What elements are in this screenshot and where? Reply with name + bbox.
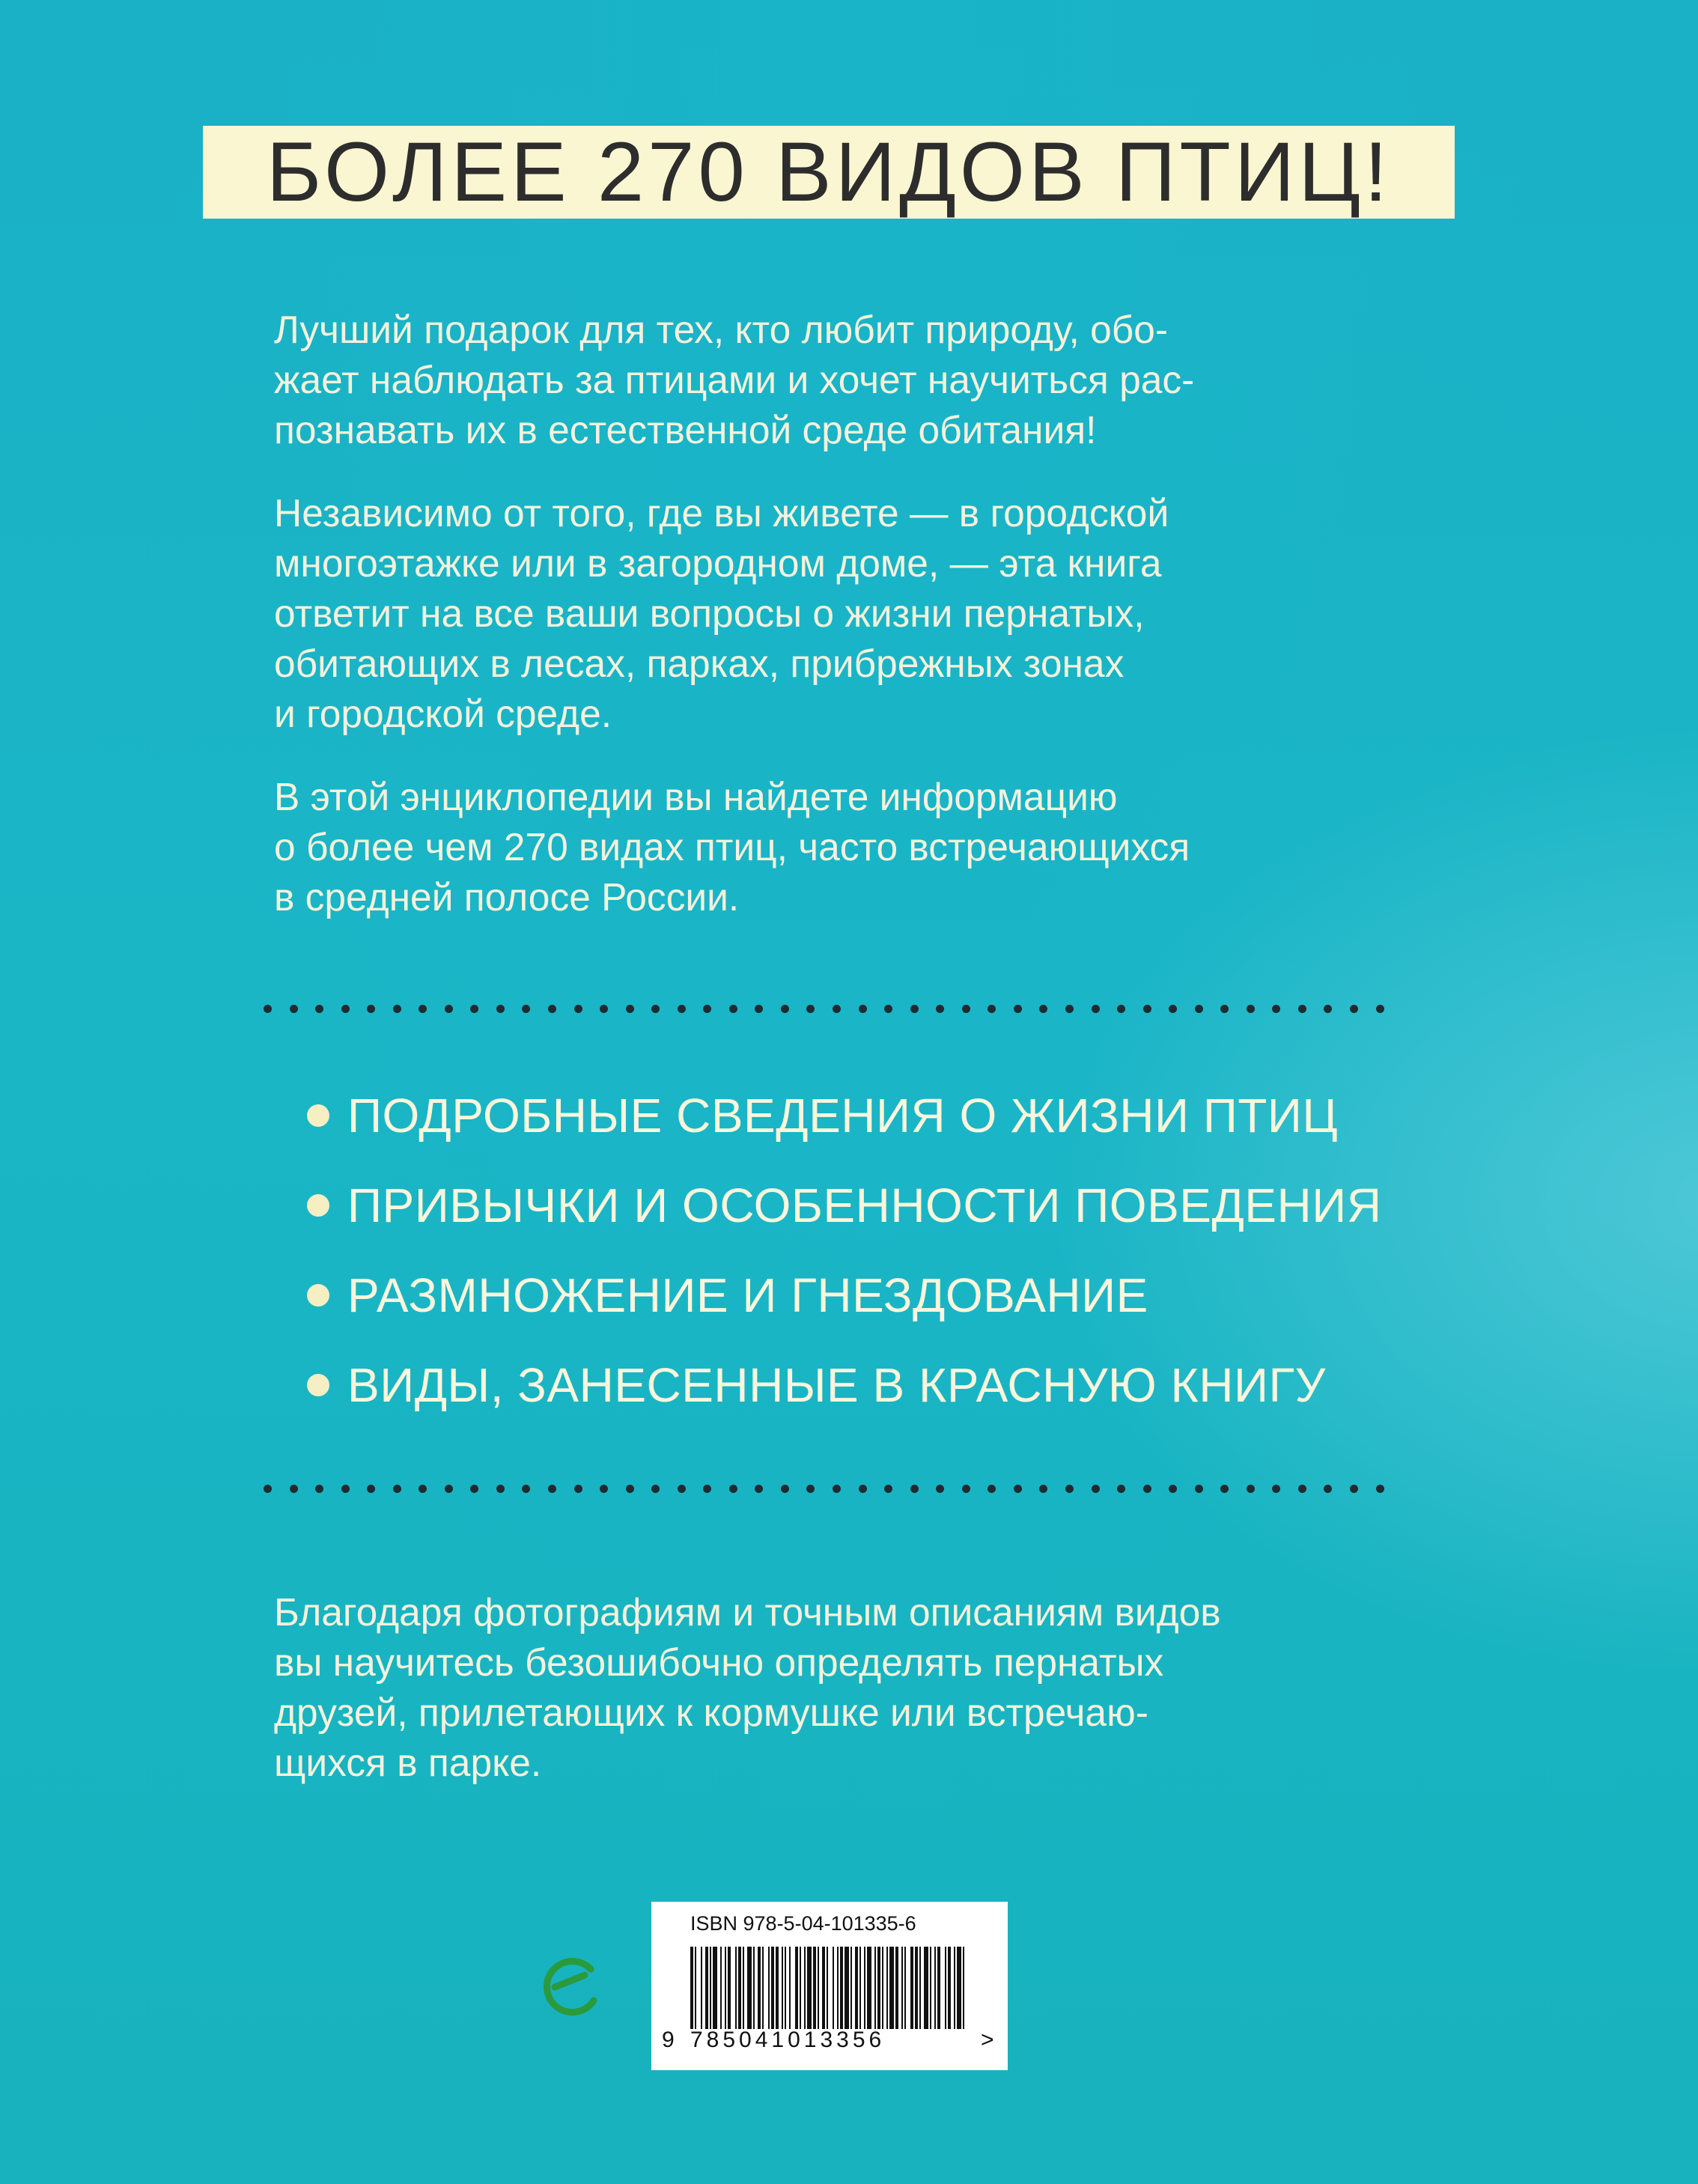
bullet-dot — [307, 1194, 329, 1217]
divider-dot — [1195, 1005, 1203, 1013]
barcode-bar — [771, 1947, 774, 2029]
feature-item — [307, 1071, 1381, 1161]
barcode-bar — [948, 1947, 951, 2029]
barcode-bar — [837, 1947, 839, 2029]
divider-dot — [522, 1485, 530, 1493]
divider-dot — [445, 1005, 453, 1013]
divider-dot — [290, 1005, 298, 1013]
barcode-bar — [705, 1947, 708, 2029]
divider-dot — [264, 1005, 272, 1013]
barcode-bar — [713, 1947, 717, 2029]
isbn-barcode-block — [651, 1902, 1008, 2070]
barcode-bar — [957, 1947, 961, 2029]
divider-dot — [1247, 1485, 1255, 1493]
barcode-bar — [895, 1947, 898, 2029]
barcode-bar — [937, 1947, 940, 2029]
barcode-bar — [758, 1947, 761, 2029]
divider-dot — [859, 1485, 867, 1493]
divider-dot — [1220, 1485, 1229, 1493]
divider-dot — [755, 1005, 763, 1013]
barcode-bar — [747, 1947, 752, 2029]
divider-dot — [419, 1485, 427, 1493]
divider-dot — [626, 1005, 634, 1013]
divider-dot — [884, 1485, 892, 1493]
headline-banner — [203, 126, 1455, 219]
barcode-bar — [695, 1947, 696, 2029]
barcode — [690, 1947, 966, 2029]
barcode-bar — [728, 1947, 731, 2029]
feature-item — [307, 1340, 1381, 1430]
divider-dot — [729, 1005, 737, 1013]
barcode-digits: 785041013356 — [690, 2028, 886, 2052]
divider-dot — [1092, 1485, 1100, 1493]
divider-dot — [651, 1485, 660, 1493]
barcode-bar — [924, 1947, 928, 2029]
divider-dot — [1195, 1485, 1203, 1493]
headline-text: БОЛЕЕ 270 ВИДОВ ПТИЦ! — [266, 125, 1392, 219]
intro-paragraph: Лучший подарок для тех, кто любит природу, обо- жает наблюдать за птицами и хочет научиться рас- познавать их в естественной среде обитания! — [274, 308, 1195, 451]
barcode-bar — [904, 1947, 906, 2029]
divider-dot — [1324, 1485, 1332, 1493]
divider-dot — [781, 1485, 789, 1493]
barcode-bar — [735, 1947, 737, 2029]
barcode-bar — [910, 1947, 913, 2029]
dotted-divider-top — [264, 1003, 1384, 1014]
bullet-dot — [307, 1284, 329, 1307]
divider-dot — [755, 1485, 763, 1493]
barcode-bar — [867, 1947, 871, 2029]
barcode-bar — [915, 1947, 918, 2029]
barcode-bar — [785, 1947, 786, 2029]
divider-dot — [703, 1485, 711, 1493]
feature-text: ПРИВЫЧКИ И ОСОБЕННОСТИ ПОВЕДЕНИЯ — [347, 1178, 1382, 1232]
divider-dot — [1350, 1485, 1358, 1493]
barcode-bar — [701, 1947, 702, 2029]
divider-dot — [496, 1485, 505, 1493]
barcode-bar — [874, 1947, 876, 2029]
divider-dot — [833, 1005, 841, 1013]
bullet-dot — [307, 1104, 329, 1127]
barcode-bar — [782, 1947, 783, 2029]
divider-dot — [548, 1005, 556, 1013]
barcode-bar — [827, 1947, 828, 2029]
divider-dot — [367, 1485, 375, 1493]
divider-dot — [1350, 1005, 1358, 1013]
barcode-arrow: > — [981, 2028, 994, 2052]
divider-dot — [419, 1005, 427, 1013]
barcode-bar — [919, 1947, 921, 2029]
divider-dot — [703, 1005, 711, 1013]
bullet-dot — [307, 1374, 329, 1396]
divider-dot — [1298, 1485, 1306, 1493]
barcode-bar — [882, 1947, 883, 2029]
feature-text: ПОДРОБНЫЕ СВЕДЕНИЯ О ЖИЗНИ ПТИЦ — [347, 1089, 1339, 1143]
divider-dot — [962, 1485, 970, 1493]
eksmo-e-logo-icon — [538, 1953, 606, 2020]
barcode-bar — [800, 1947, 801, 2029]
divider-dot — [341, 1005, 350, 1013]
barcode-bar — [776, 1947, 779, 2029]
divider-dot — [936, 1005, 944, 1013]
species-paragraph: В этой энциклопедии вы найдете информацию о более чем 270 видах птиц, часто встречающихся в средней полосе России. — [274, 775, 1190, 919]
divider-dot — [1220, 1005, 1229, 1013]
barcode-bar — [945, 1947, 946, 2029]
divider-dot — [393, 1005, 401, 1013]
barcode-bar — [889, 1947, 894, 2029]
barcode-lead-digit: 9 — [662, 2028, 675, 2052]
divider-dot — [522, 1005, 530, 1013]
barcode-bar — [855, 1947, 858, 2029]
barcode-bar — [850, 1947, 852, 2029]
barcode-bar — [930, 1947, 931, 2029]
divider-dot — [315, 1005, 323, 1013]
divider-dot — [1298, 1005, 1306, 1013]
divider-dot — [264, 1485, 272, 1493]
divider-dot — [367, 1005, 375, 1013]
divider-dot — [1014, 1005, 1022, 1013]
divider-dot — [1324, 1005, 1332, 1013]
divider-dot — [574, 1005, 582, 1013]
divider-dot — [1143, 1485, 1151, 1493]
barcode-bar — [859, 1947, 861, 2029]
barcode-bar — [753, 1947, 755, 2029]
divider-dot — [290, 1485, 298, 1493]
barcode-bar — [845, 1947, 849, 2029]
divider-dot — [1065, 1005, 1074, 1013]
divider-dot — [315, 1485, 323, 1493]
divider-dot — [1117, 1485, 1125, 1493]
divider-dot — [729, 1485, 737, 1493]
dotted-divider-bottom — [264, 1483, 1384, 1494]
divider-dot — [910, 1485, 919, 1493]
divider-dot — [859, 1005, 867, 1013]
divider-dot — [1376, 1005, 1384, 1013]
barcode-bar — [813, 1947, 816, 2029]
feature-item — [307, 1161, 1381, 1250]
barcode-bar — [864, 1947, 865, 2029]
divider-dot — [988, 1485, 996, 1493]
isbn-label: ISBN 978-5-04-101335-6 — [690, 1912, 916, 1935]
divider-dot — [1092, 1005, 1100, 1013]
divider-dot — [1143, 1005, 1151, 1013]
divider-dot — [393, 1485, 401, 1493]
divider-dot — [548, 1485, 556, 1493]
divider-dot — [1065, 1485, 1074, 1493]
barcode-bar — [807, 1947, 812, 2029]
barcode-bar — [901, 1947, 903, 2029]
description-paragraph: Независимо от того, где вы живете — в городской многоэтажке или в загородном доме, — эта книга ответит на все ваши вопросы о жизни пернатых, обитающих в лесах, парках, прибрежных зонах и городской среде. — [274, 491, 1169, 735]
divider-dot — [1169, 1485, 1177, 1493]
barcode-bar — [877, 1947, 880, 2029]
barcode-bar — [738, 1947, 741, 2029]
divider-dot — [341, 1485, 350, 1493]
barcode-bar — [789, 1947, 791, 2029]
divider-dot — [781, 1005, 789, 1013]
divider-dot — [651, 1005, 660, 1013]
barcode-bar — [840, 1947, 843, 2029]
barcode-bar — [690, 1947, 693, 2029]
barcode-bar — [822, 1947, 825, 2029]
barcode-bar — [886, 1947, 888, 2029]
divider-dot — [470, 1485, 478, 1493]
divider-dot — [1039, 1005, 1047, 1013]
divider-dot — [833, 1485, 841, 1493]
divider-dot — [1272, 1005, 1280, 1013]
divider-dot — [574, 1485, 582, 1493]
divider-dot — [884, 1005, 892, 1013]
barcode-bar — [743, 1947, 744, 2029]
divider-dot — [962, 1005, 970, 1013]
barcode-bar — [720, 1947, 722, 2029]
divider-dot — [496, 1005, 505, 1013]
divider-dot — [600, 1005, 608, 1013]
barcode-bar — [768, 1947, 770, 2029]
barcode-bar — [795, 1947, 798, 2029]
divider-dot — [910, 1005, 919, 1013]
divider-dot — [626, 1485, 634, 1493]
divider-dot — [1039, 1485, 1047, 1493]
barcode-bar — [804, 1947, 806, 2029]
barcode-bar — [762, 1947, 764, 2029]
barcode-bar — [954, 1947, 955, 2029]
divider-dot — [445, 1485, 453, 1493]
divider-dot — [1014, 1485, 1022, 1493]
divider-dot — [1247, 1005, 1255, 1013]
feature-text: РАЗМНОЖЕНИЕ И ГНЕЗДОВАНИЕ — [347, 1268, 1148, 1322]
feature-text: ВИДЫ, ЗАНЕСЕННЫЕ В КРАСНУЮ КНИГУ — [347, 1358, 1326, 1412]
barcode-bar — [818, 1947, 819, 2029]
barcode-bar — [710, 1947, 711, 2029]
divider-dot — [988, 1005, 996, 1013]
barcode-bar — [725, 1947, 726, 2029]
divider-dot — [470, 1005, 478, 1013]
barcode-bar — [934, 1947, 936, 2029]
divider-dot — [678, 1005, 686, 1013]
barcode-bar — [833, 1947, 834, 2029]
barcode-bar — [963, 1947, 964, 2029]
divider-dot — [1169, 1005, 1177, 1013]
divider-dot — [678, 1485, 686, 1493]
divider-dot — [1376, 1485, 1384, 1493]
divider-dot — [806, 1485, 815, 1493]
divider-dot — [600, 1485, 608, 1493]
feature-item — [307, 1250, 1381, 1340]
divider-dot — [1272, 1485, 1280, 1493]
divider-dot — [936, 1485, 944, 1493]
divider-dot — [806, 1005, 815, 1013]
divider-dot — [1117, 1005, 1125, 1013]
closing-paragraph: Благодаря фотографиям и точным описаниям видов вы научитесь безошибочно определять пернатых друзей, прилетающих к кормушке или встречаю- щихся в парке. — [274, 1590, 1221, 1784]
feature-list — [307, 1071, 1381, 1430]
